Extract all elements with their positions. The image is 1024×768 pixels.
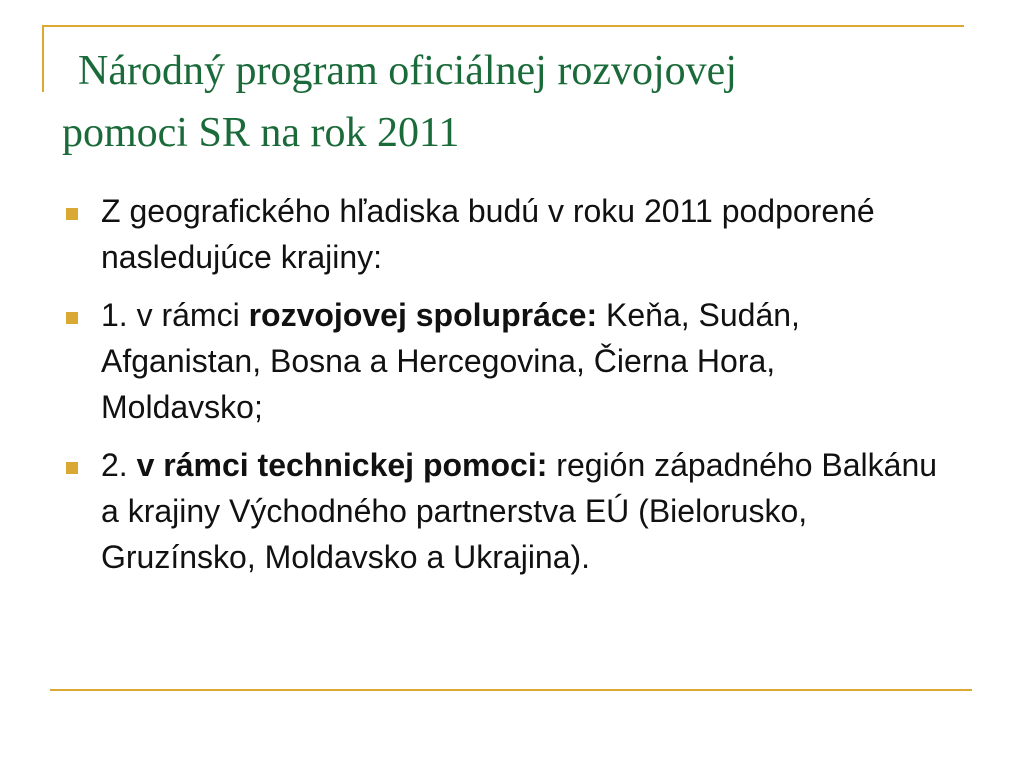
bullet-item-development-cooperation — [62, 292, 942, 430]
bullet-item-technical-assistance — [62, 442, 942, 580]
bullet-list — [62, 188, 942, 592]
bullet-prefix: 1. v rámci — [101, 297, 249, 333]
frame-top-rule — [42, 25, 964, 27]
title-line-1: Národný program oficiálnej rozvojovej — [78, 48, 737, 94]
bullet-text: Z geografického hľadiska budú v roku 2011 podporené nasledujúce krajiny: — [101, 193, 875, 275]
title-line-2: pomoci SR na rok 2011 — [62, 110, 460, 156]
bullet-bold-heading: v rámci technickej pomoci: — [136, 447, 548, 483]
slide-title — [62, 40, 962, 164]
square-bullet-icon — [66, 312, 78, 324]
bullet-suffix: región západného Balkánu a krajiny Východného partnerstva EÚ (Bielorusko, Gruzínsko, Moldavsko a Ukrajina). — [101, 447, 938, 575]
square-bullet-icon — [66, 208, 78, 220]
frame-bottom-rule — [50, 689, 972, 691]
bullet-suffix: Keňa, Sudán, Afganistan, Bosna a Hercegovina, Čierna Hora, Moldavsko; — [101, 297, 800, 425]
square-bullet-icon — [66, 462, 78, 474]
bullet-item-geography — [62, 188, 942, 280]
bullet-bold-heading: rozvojovej spolupráce: — [248, 297, 598, 333]
frame-left-rule — [42, 25, 44, 92]
bullet-prefix: 2. — [101, 447, 137, 483]
